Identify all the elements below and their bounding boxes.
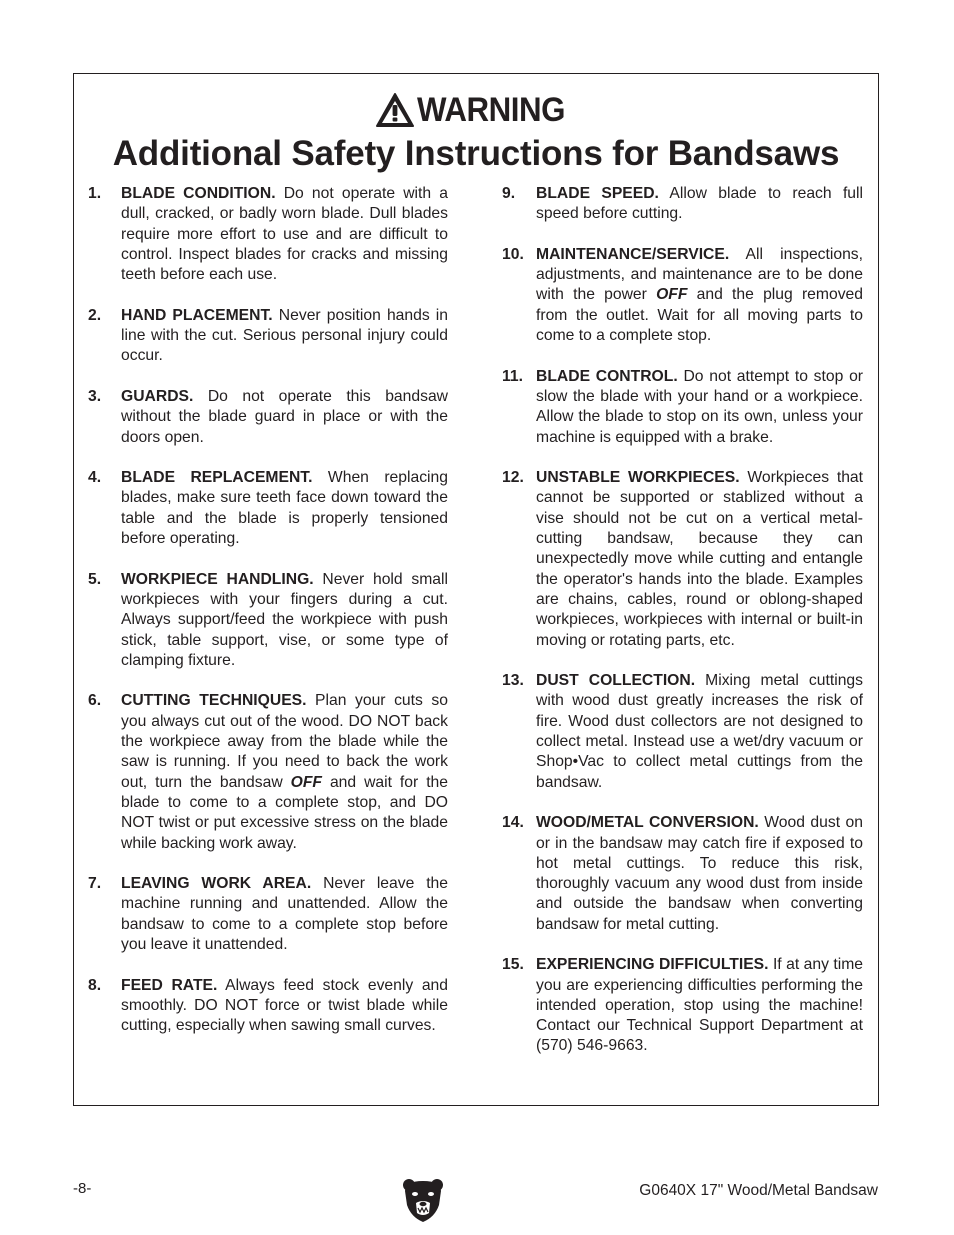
- item-body: [536, 468, 863, 651]
- item-heading: DUST COLLECTION.: [536, 672, 696, 690]
- item-number: 8.: [88, 976, 102, 994]
- item-text: Do not operate with a dull, cracked, or badly worn blade. Dull blades require more effort to use and are difficult to control. Inspect blades for cracks and missing teeth before each use.: [121, 185, 448, 284]
- item-text: Do not attempt to stop or slow the blade with your hand or a workpiece. Allow the blade to stop on its own, unless your machine is equipped with a brake.: [536, 367, 864, 446]
- item-heading: BLADE CONDITION.: [121, 185, 276, 202]
- item-body: [121, 184, 448, 285]
- item-heading: BLADE CONTROL.: [536, 367, 678, 385]
- list-item: [88, 976, 448, 1037]
- item-text: Plan your cuts so you always cut out of the wood. DO NOT back the workpiece away from the blade while the saw is running. If you need to back the work out, turn the bandsaw: [121, 692, 448, 791]
- item-heading: MAINTENANCE/SERVICE.: [536, 245, 730, 263]
- item-heading: LEAVING WORK AREA.: [121, 875, 312, 893]
- item-number: 10.: [502, 245, 524, 263]
- item-body: [121, 570, 448, 671]
- list-item: [88, 570, 448, 671]
- item-body: [121, 468, 448, 549]
- item-text: Wood dust on or in the bandsaw may catch fire if exposed to hot metal cuttings. To reduce this risk, thoroughly vacuum any wood dust from inside and outside the bandsaw when converting bandsaw for metal cutting.: [536, 814, 864, 933]
- list-item: [88, 184, 448, 285]
- item-number: 3.: [88, 387, 102, 405]
- item-number: 11.: [502, 367, 523, 385]
- item-body: [536, 955, 863, 1056]
- list-item: [88, 691, 448, 853]
- item-heading: WOOD/METAL CONVERSION.: [536, 814, 759, 832]
- item-body: [536, 184, 863, 225]
- item-text: Allow blade to reach full speed before cutting.: [536, 185, 864, 223]
- item-body: [536, 245, 863, 346]
- item-number: 14.: [502, 814, 524, 832]
- item-body: [121, 874, 448, 955]
- item-heading: HAND PLACEMENT.: [121, 306, 273, 324]
- item-text: Do not operate this bandsaw without the blade guard in place or with the doors open.: [121, 387, 448, 446]
- list-item: [502, 245, 863, 346]
- item-number: 1.: [88, 185, 102, 202]
- item-body: [121, 387, 448, 448]
- list-item: [88, 387, 448, 448]
- item-body: [536, 367, 863, 448]
- item-number: 9.: [502, 185, 516, 202]
- warning-box: [73, 73, 879, 1106]
- item-text: Never position hands in line with the cut. Serious personal injury could occur.: [121, 306, 449, 365]
- item-heading: CUTTING TECHNIQUES.: [121, 692, 307, 710]
- item-number: 15.: [502, 956, 524, 974]
- item-text: Workpieces that cannot be supported or stablized without a vise should not be cut on a vertical metal-cutting bandsaw, because they can unexpectedly move while cutting and entangle the operator's hands into the blade. Examples are chains, cables, round or oblong-shaped workpieces, workpieces with internal or built-in moving or rotating parts, etc.: [536, 469, 864, 649]
- item-text: and wait for the blade to come to a complete stop, and DO NOT twist or put excessive stress on the blade while backing work away.: [121, 773, 448, 852]
- item-heading: BLADE SPEED.: [536, 185, 659, 202]
- item-body: [536, 671, 863, 793]
- list-item: [502, 468, 863, 651]
- item-text: Never hold small workpieces with your fingers during a cut. Always support/feed the workpiece with push stick, table support, vise, or some type of clamping fixture.: [121, 570, 448, 669]
- list-item: [88, 874, 448, 955]
- warning-word: WARNING: [416, 91, 565, 129]
- off-emphasis: OFF: [656, 286, 688, 304]
- list-item: [88, 468, 448, 549]
- page-title: Additional Safety Instructions for Bandsaws: [112, 134, 840, 173]
- list-item: [88, 306, 448, 367]
- item-text: All inspections, adjustments, and maintenance are to be done with the power: [536, 245, 864, 304]
- list-item: [502, 955, 863, 1056]
- item-heading: GUARDS.: [121, 387, 194, 405]
- item-body: [536, 813, 863, 935]
- item-text: When replacing blades, make sure teeth face down toward the table and the blade is properly tensioned before operating.: [121, 469, 448, 548]
- item-text: Never leave the machine running and unattended. Allow the bandsaw to come to a complete stop before you leave it unattended.: [121, 875, 448, 953]
- item-heading: EXPERIENCING DIFFICULTIES.: [536, 956, 769, 974]
- item-number: 6.: [88, 692, 102, 710]
- item-number: 7.: [88, 875, 102, 893]
- item-number: 13.: [502, 672, 524, 690]
- item-text: and the plug removed from the outlet. Wait for all moving parts to come to a complete stop.: [536, 286, 863, 345]
- page-number: -8-: [73, 1180, 92, 1197]
- left-column: [88, 184, 448, 1057]
- item-body: [121, 691, 448, 853]
- item-heading: WORKPIECE HANDLING.: [121, 570, 314, 588]
- item-body: [121, 306, 448, 367]
- item-heading: BLADE REPLACEMENT.: [121, 469, 313, 487]
- item-number: 5.: [88, 570, 102, 588]
- list-item: [502, 184, 863, 225]
- list-item: [502, 367, 863, 448]
- item-body: [121, 976, 448, 1037]
- list-item: [502, 671, 863, 793]
- item-number: 12.: [502, 469, 524, 487]
- list-item: [502, 813, 863, 935]
- item-number: 2.: [88, 306, 102, 324]
- item-heading: UNSTABLE WORKPIECES.: [536, 469, 740, 487]
- item-number: 4.: [88, 469, 102, 487]
- warning-header: [74, 88, 878, 132]
- item-text: Always feed stock evenly and smoothly. DO NOT force or twist blade while cutting, especially when sawing small curves.: [121, 976, 448, 1035]
- warning-triangle-icon: [375, 92, 415, 128]
- item-heading: FEED RATE.: [121, 976, 218, 994]
- right-column: [502, 184, 863, 1077]
- off-emphasis: OFF: [290, 773, 322, 791]
- model-name: G0640X 17" Wood/Metal Bandsaw: [639, 1182, 878, 1199]
- item-text: If at any time you are experiencing difficulties performing the intended operation, stop using the machine! Contact our Technical Support Department at (570) 546-9663.: [536, 956, 863, 1055]
- bear-logo-icon: [401, 1177, 445, 1223]
- item-text: Mixing metal cuttings with wood dust greatly increases the risk of fire. Wood dust collectors are not designed to collect metal. Instead use a wet/dry vacuum or Shop•Vac to collect metal cuttings from the bandsaw.: [536, 672, 863, 791]
